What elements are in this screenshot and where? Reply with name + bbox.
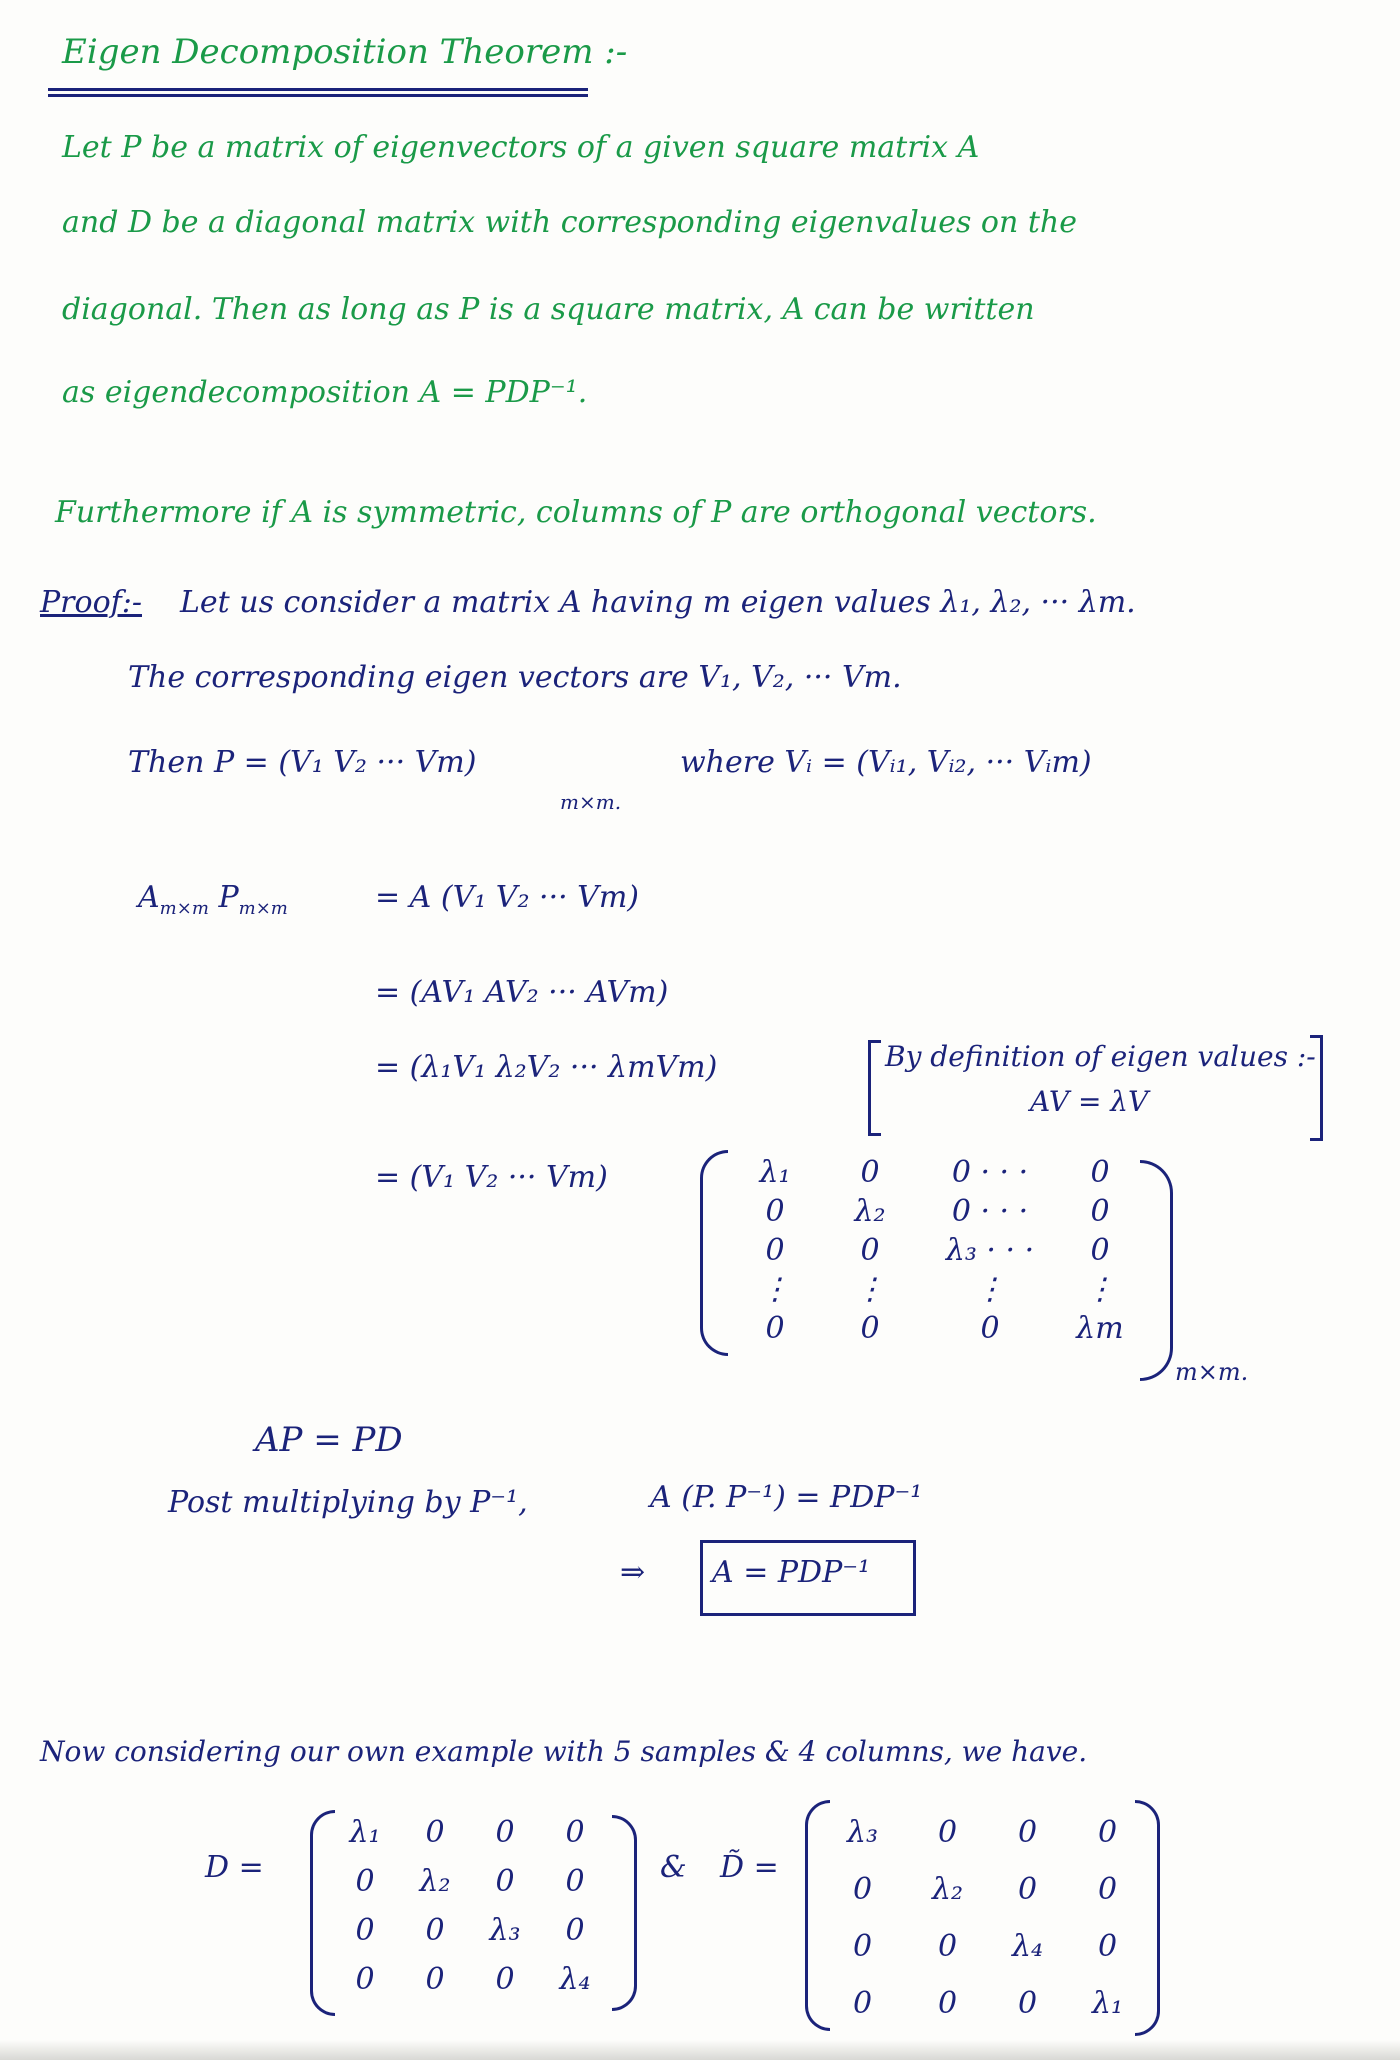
eq2: = (AV₁ AV₂ ··· AVm) (375, 975, 669, 1010)
d-cell: 0 (425, 1815, 445, 1850)
dtilde-cell: λ₄ (1011, 1929, 1044, 1964)
d-cell: 0 (565, 1913, 585, 1948)
d-cell: 0 (565, 1864, 585, 1899)
dtilde-cell: 0 (852, 1872, 873, 1907)
d-cell: 0 (495, 1815, 515, 1850)
diag-sub: m×m. (1175, 1358, 1249, 1386)
dtilde-cell: 0 (1097, 1872, 1118, 1907)
proof-line-1: Let us consider a matrix A having m eigen values λ₁, λ₂, ··· λm. (180, 585, 1136, 620)
dtilde-cell: 0 (937, 1986, 958, 2021)
dtilde-cell: 0 (852, 1929, 873, 1964)
diag-cell: 0 (860, 1155, 880, 1190)
d-cell: λ₃ (489, 1913, 521, 1948)
diag-paren-right (1140, 1160, 1173, 1381)
diag-cell: 0 (1090, 1194, 1110, 1229)
dtilde-cell: 0 (1017, 1815, 1038, 1850)
note-line-1: By definition of eigen values :- (885, 1040, 1316, 1073)
d-cell: λ₄ (559, 1962, 591, 1997)
proof-line-3-left: Then P = (V₁ V₂ ··· Vm) (128, 745, 477, 780)
proof-line-3-sub: m×m. (560, 790, 622, 814)
example-intro: Now considering our own example with 5 samples & 4 columns, we have. (40, 1735, 1088, 1768)
theorem-line-5: Furthermore if A is symmetric, columns of P are orthogonal vectors. (55, 495, 1097, 530)
d-cell: 0 (425, 1962, 445, 1997)
dtilde-cell: λ₁ (1091, 1986, 1124, 2021)
d-cell: 0 (425, 1913, 445, 1948)
note-line-2: AV = λV (1030, 1085, 1149, 1118)
result: A = PDP⁻¹ (712, 1555, 871, 1590)
diag-cell: 0 (765, 1311, 785, 1346)
d-cell: 0 (355, 1913, 375, 1948)
d-cell: 0 (565, 1815, 585, 1850)
post-mult: Post multiplying by P⁻¹, (168, 1485, 528, 1520)
diag-cell: 0 · · · (951, 1194, 1029, 1229)
eq1-lhs-a: A (138, 880, 160, 915)
title-underline-2 (48, 94, 588, 97)
dtilde-cell: 0 (852, 1986, 873, 2021)
dtilde-cell: λ₂ (931, 1872, 964, 1907)
diag-matrix (730, 1155, 1140, 1346)
eq1-lhs-p-sub: m×m (238, 898, 288, 919)
d-paren-right (612, 1815, 637, 2011)
diag-cell: λ₂ (854, 1194, 886, 1229)
eq3: = (λ₁V₁ λ₂V₂ ··· λmVm) (375, 1050, 718, 1085)
d-cell: 0 (495, 1962, 515, 1997)
diag-cell: λm (1076, 1311, 1124, 1346)
diag-cell: ⋮ (760, 1272, 790, 1307)
note-bracket-left (868, 1040, 881, 1136)
diag-cell: 0 (765, 1233, 785, 1268)
eq1-lhs-a-sub: m×m (159, 898, 209, 919)
paper-bottom-edge (0, 2040, 1400, 2060)
dtilde-cell: 0 (1017, 1986, 1038, 2021)
page-title: Eigen Decomposition Theorem :- (62, 32, 628, 72)
diag-cell: λ₃ · · · (945, 1233, 1035, 1268)
theorem-line-1: Let P be a matrix of eigenvectors of a given square matrix A (62, 130, 980, 165)
post-eq: A (P. P⁻¹) = PDP⁻¹ (650, 1480, 923, 1515)
ap-eq: AP = PD (255, 1420, 403, 1460)
d-cell: λ₂ (419, 1864, 451, 1899)
eq1-lhs (138, 880, 288, 919)
proof-line-2: The corresponding eigen vectors are V₁, V₂, ··· Vm. (128, 660, 902, 695)
dtilde-cell: 0 (1097, 1929, 1118, 1964)
d-label: D = (205, 1850, 264, 1885)
d-cell: 0 (355, 1962, 375, 1997)
dtilde-cell: 0 (1017, 1872, 1038, 1907)
eq1-rhs: = A (V₁ V₂ ··· Vm) (375, 880, 639, 915)
diag-cell: 0 (860, 1311, 880, 1346)
d-cell: 0 (355, 1864, 375, 1899)
diag-cell: 0 (1090, 1155, 1110, 1190)
title-underline (48, 88, 588, 91)
proof-label: Proof:- (40, 585, 142, 620)
dtilde-matrix (820, 1815, 1150, 2021)
theorem-line-2: and D be a diagonal matrix with corresponding eigenvalues on the (62, 205, 1077, 240)
note-bracket-right (1310, 1035, 1323, 1141)
eq4-left: = (V₁ V₂ ··· Vm) (375, 1160, 608, 1195)
dtilde-cell: 0 (937, 1815, 958, 1850)
diag-cell: 0 (765, 1194, 785, 1229)
diag-cell: 0 · · · (951, 1155, 1029, 1190)
dtilde-label: D̃ = (720, 1850, 779, 1885)
d-cell: 0 (495, 1864, 515, 1899)
dtilde-cell: λ₃ (846, 1815, 879, 1850)
proof-line-3-right: where Vᵢ = (Vᵢ₁, Vᵢ₂, ··· Vᵢm) (680, 745, 1092, 780)
diag-paren-left (700, 1150, 728, 1356)
diag-cell: 0 (1090, 1233, 1110, 1268)
theorem-line-3: diagonal. Then as long as P is a square matrix, A can be written (62, 292, 1035, 327)
d-cell: λ₁ (349, 1815, 381, 1850)
implies-arrow: ⇒ (620, 1555, 646, 1590)
dtilde-cell: 0 (1097, 1815, 1118, 1850)
diag-cell: ⋮ (1085, 1272, 1115, 1307)
eq1-lhs-p: P (218, 880, 239, 915)
dtilde-cell: 0 (937, 1929, 958, 1964)
diag-cell: ⋮ (855, 1272, 885, 1307)
theorem-line-4: as eigendecomposition A = PDP⁻¹. (62, 375, 588, 410)
diag-cell: 0 (860, 1233, 880, 1268)
amp: & (660, 1850, 687, 1885)
diag-cell: ⋮ (975, 1272, 1005, 1307)
diag-cell: 0 (980, 1311, 1000, 1346)
dtilde-paren-right (1135, 1800, 1160, 2036)
d-matrix (330, 1815, 610, 1997)
diag-cell: λ₁ (759, 1155, 791, 1190)
